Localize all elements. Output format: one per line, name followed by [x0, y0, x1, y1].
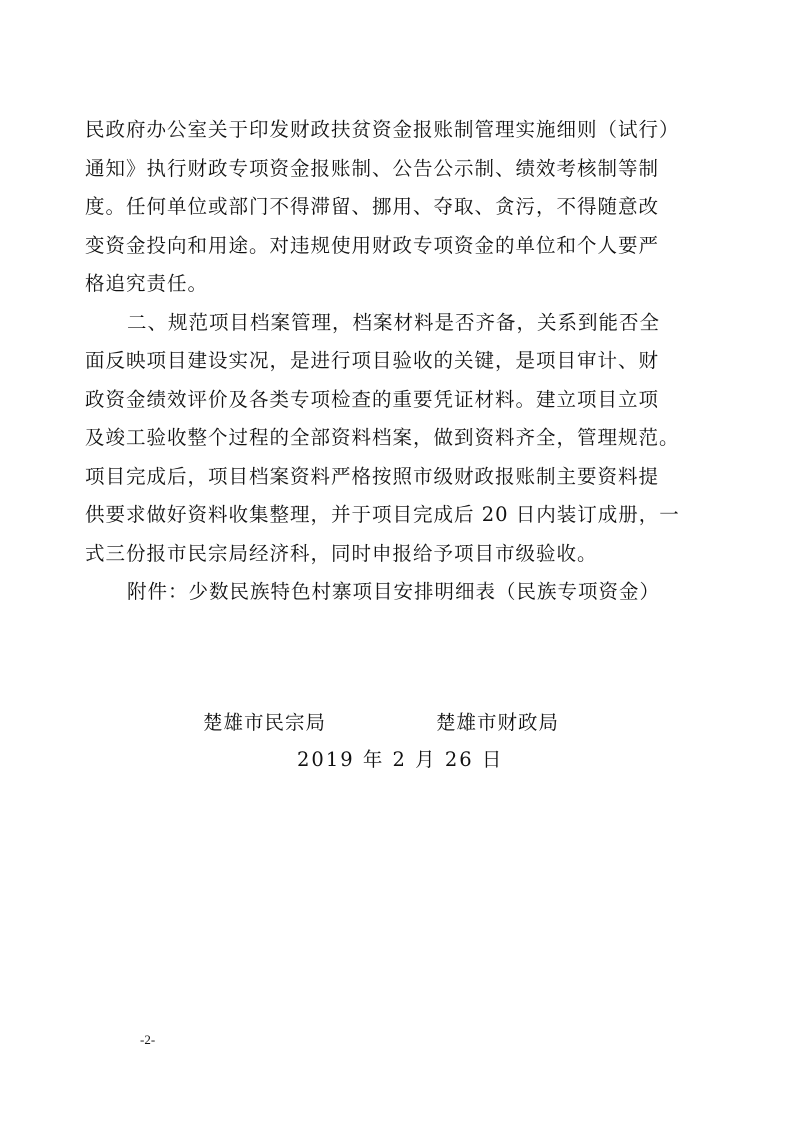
body-line: 变资金投向和用途。对违规使用财政专项资金的单位和个人要严: [85, 234, 660, 257]
body-line: 供要求做好资料收集整理，并于项目完成后 20 日内装订成册，一: [85, 503, 680, 526]
body-line: 度。任何单位或部门不得滞留、挪用、夺取、贪污，不得随意改: [85, 195, 660, 218]
body-line: 政资金绩效评价及各类专项检查的重要凭证材料。建立项目立项: [85, 388, 660, 411]
attachment-line: 附件：少数民族特色村寨项目安排明细表（民族专项资金）: [127, 580, 661, 603]
body-line: 民政府办公室关于印发财政扶贫资金报账制管理实施细则（试行）: [85, 118, 680, 141]
body-line: 面反映项目建设实况，是进行项目验收的关键，是项目审计、财: [85, 349, 660, 372]
signature-right: 楚雄市财政局: [436, 711, 560, 734]
body-line: 格追究责任。: [85, 272, 209, 295]
body-line: 及竣工验收整个过程的全部资料档案，做到资料齐全，管理规范。: [85, 426, 680, 449]
body-line: 二、规范项目档案管理，档案材料是否齐备，关系到能否全: [127, 311, 661, 334]
signature-date: 2019 年 2 月 26 日: [297, 748, 504, 771]
signature-left: 楚雄市民宗局: [203, 711, 327, 734]
body-line: 项目完成后，项目档案资料严格按照市级财政报账制主要资料提: [85, 465, 660, 488]
body-line: 通知》执行财政专项资金报账制、公告公示制、绩效考核制等制: [85, 157, 660, 180]
body-line: 式三份报市民宗局经济科，同时申报给予项目市级验收。: [85, 542, 598, 565]
page-number: -2-: [140, 1032, 156, 1047]
